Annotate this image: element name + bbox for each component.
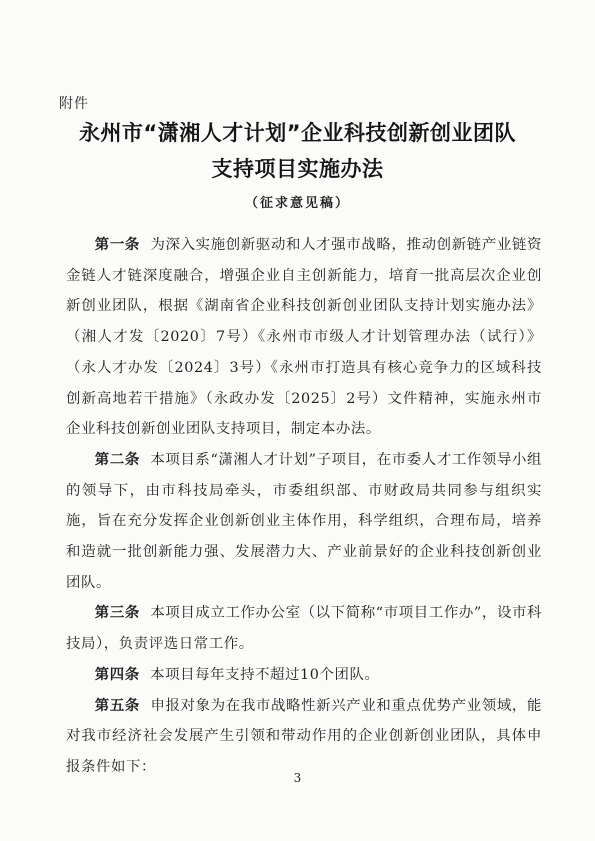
article-1-label: 第一条 [94, 237, 140, 253]
attachment-label: 附件 [59, 96, 89, 112]
document-title-line-1: 永州市“潇湘人才计划”企业科技创新创业团队 [78, 121, 517, 145]
article-4 [66, 660, 542, 691]
page-number: 3 [293, 771, 302, 785]
article-4-label: 第四条 [94, 666, 140, 683]
article-4-text: 本项目每年支持不超过10个团队。 [150, 666, 380, 683]
document-body [66, 230, 542, 783]
article-5 [66, 691, 542, 783]
article-3-label: 第三条 [94, 605, 140, 622]
article-2 [66, 445, 542, 599]
article-1 [66, 230, 542, 445]
article-5-text: 申报对象为在我市战略性新兴产业和重点优势产业领域，能对我市经济社会发展产生引领和带动作用的企业创新创业团队，具体申报条件如下： [66, 697, 542, 775]
article-3-text: 本项目成立工作办公室（以下简称“市项目工作办”，设市科技局），负责评选日常工作。 [66, 605, 542, 653]
article-2-text: 本项目系“潇湘人才计划”子项目，在市委人才工作领导小组的领导下，由市科技局牵头，市委组织部、市财政局共同参与组织实施，旨在充分发挥企业创新创业主体作用，科学组织，合理布局，培养和造就一批创新能力强、发展潜力大、产业前景好的企业科技创新创业团队。 [66, 451, 542, 591]
document-title-line-2: 支持项目实施办法 [211, 157, 384, 181]
article-2-label: 第二条 [94, 451, 140, 468]
article-5-label: 第五条 [94, 697, 140, 714]
article-3 [66, 598, 542, 659]
document-subtitle: （征求意见稿） [244, 196, 350, 211]
article-1-text: 为深入实施创新驱动和人才强市战略，推动创新链产业链资金链人才链深度融合，增强企业自主创新能力，培育一批高层次企业创新创业团队，根据《湖南省企业科技创新创业团队支持计划实施办法》（湘人才发〔2020〕7号）《永州市市级人才计划管理办法（试行）》（永人才办发〔2024〕3号）《永州市打造具有核心竞争力的区域科技创新高地若干措施》（永政办发〔2025〕2号）文件精神，实施永州市企业科技创新创业团队支持项目，制定本办法。 [66, 237, 542, 438]
